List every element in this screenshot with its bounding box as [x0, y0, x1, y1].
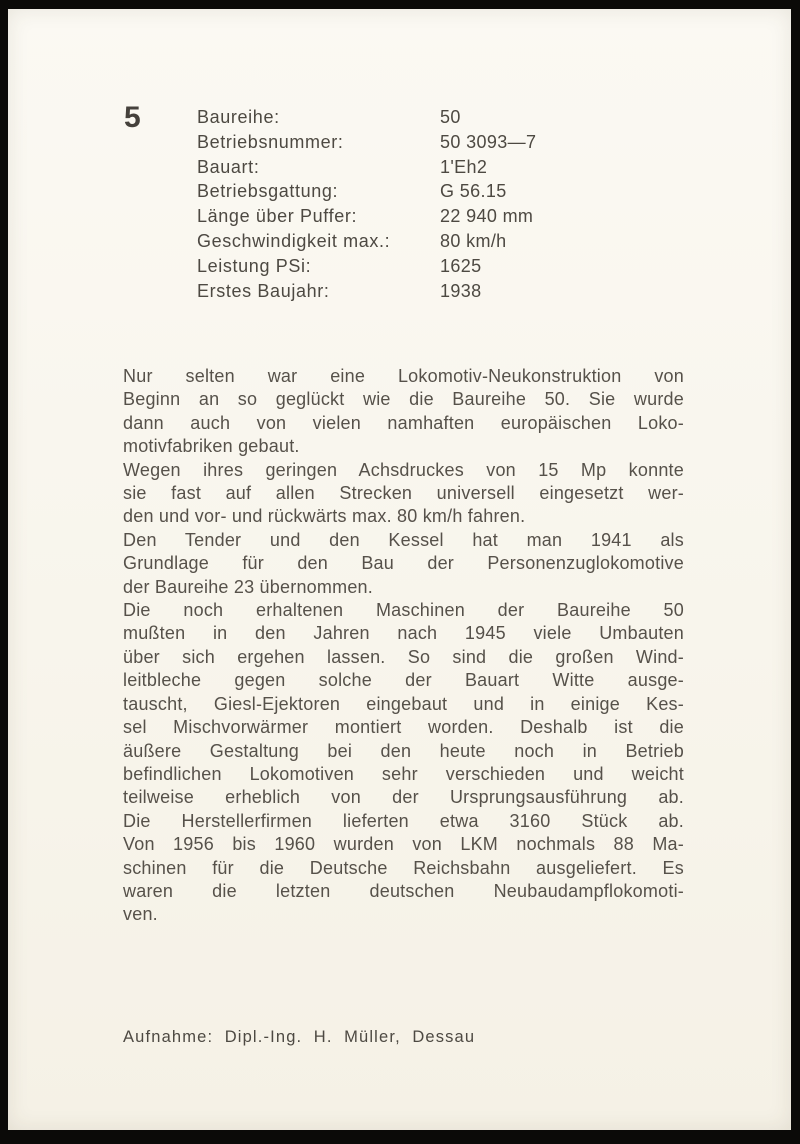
spec-row — [197, 229, 536, 254]
spec-value: 1'Eh2 — [440, 156, 488, 177]
description-text — [123, 365, 684, 927]
spec-label: Baureihe: — [197, 107, 280, 127]
spec-label: Bauart: — [197, 156, 260, 177]
spec-row — [197, 130, 536, 155]
spec-row — [197, 179, 536, 204]
spec-value: 1625 — [440, 255, 482, 276]
text-line: Die noch erhaltenen Maschinen der Baureihe 50 — [123, 600, 684, 621]
text-line: mußten in den Jahren nach 1945 viele Umbauten — [123, 623, 684, 644]
text-line: den und vor- und rückwärts max. 80 km/h fahren. — [123, 506, 526, 527]
collector-card — [8, 9, 791, 1130]
spec-value: 50 3093—7 — [440, 131, 537, 152]
spec-row — [197, 279, 536, 304]
text-line: Beginn an so geglückt wie die Baureihe 50. Sie wurde — [123, 389, 684, 410]
text-line: Von 1956 bis 1960 wurden von LKM nochmals 88 Ma- — [123, 834, 684, 855]
text-line: motivfabriken gebaut. — [123, 436, 300, 457]
spec-table — [197, 105, 536, 303]
spec-row — [197, 254, 536, 279]
card-number: 5 — [124, 101, 142, 134]
spec-value: 22 940 mm — [440, 206, 534, 227]
text-line: ven. — [123, 904, 158, 925]
text-line: äußere Gestaltung bei den heute noch in Betrieb — [123, 740, 684, 761]
spec-value: 50 — [440, 107, 461, 127]
spec-label: Betriebsgattung: — [197, 181, 339, 202]
text-line: Grundlage für den Bau der Personenzuglokomotive — [123, 553, 684, 574]
text-line: teilweise erheblich von der Ursprungsausführung ab. — [123, 787, 684, 808]
spec-label: Geschwindigkeit max.: — [197, 230, 391, 251]
text-line: Den Tender und den Kessel hat man 1941 als — [123, 529, 684, 550]
text-line: sie fast auf allen Strecken universell eingesetzt wer- — [123, 483, 684, 504]
text-line: Nur selten war eine Lokomotiv-Neukonstruktion von — [123, 366, 684, 386]
text-line: über sich ergehen lassen. So sind die großen Wind- — [123, 646, 684, 667]
text-line: Die Herstellerfirmen lieferten etwa 3160 Stück ab. — [123, 810, 684, 831]
photo-credit: Aufnahme: Dipl.-Ing. H. Müller, Dessau — [123, 1028, 476, 1046]
text-line: waren die letzten deutschen Neubaudampflokomoti- — [123, 880, 684, 901]
spec-label: Leistung PSi: — [197, 255, 312, 276]
spec-value: G 56.15 — [440, 181, 507, 202]
spec-row — [197, 204, 536, 229]
spec-row — [197, 105, 536, 130]
text-line: tauscht, Giesl-Ejektoren eingebaut und in einige Kes- — [123, 693, 684, 714]
spec-row — [197, 155, 536, 180]
text-line: befindlichen Lokomotiven sehr verschieden und weicht — [123, 763, 684, 784]
spec-label: Länge über Puffer: — [197, 206, 358, 227]
spec-label: Erstes Baujahr: — [197, 280, 330, 301]
text-line: leitbleche gegen solche der Bauart Witte ausge- — [123, 670, 684, 691]
text-line: dann auch von vielen namhaften europäischen Loko- — [123, 412, 684, 433]
text-line: sel Mischvorwärmer montiert worden. Deshalb ist die — [123, 717, 684, 738]
spec-value: 80 km/h — [440, 230, 507, 251]
text-line: schinen für die Deutsche Reichsbahn ausgeliefert. Es — [123, 857, 684, 878]
spec-value: 1938 — [440, 280, 482, 301]
text-line: Wegen ihres geringen Achsdruckes von 15 Mp konnte — [123, 459, 684, 480]
text-line: der Baureihe 23 übernommen. — [123, 576, 373, 597]
spec-label: Betriebsnummer: — [197, 131, 344, 152]
